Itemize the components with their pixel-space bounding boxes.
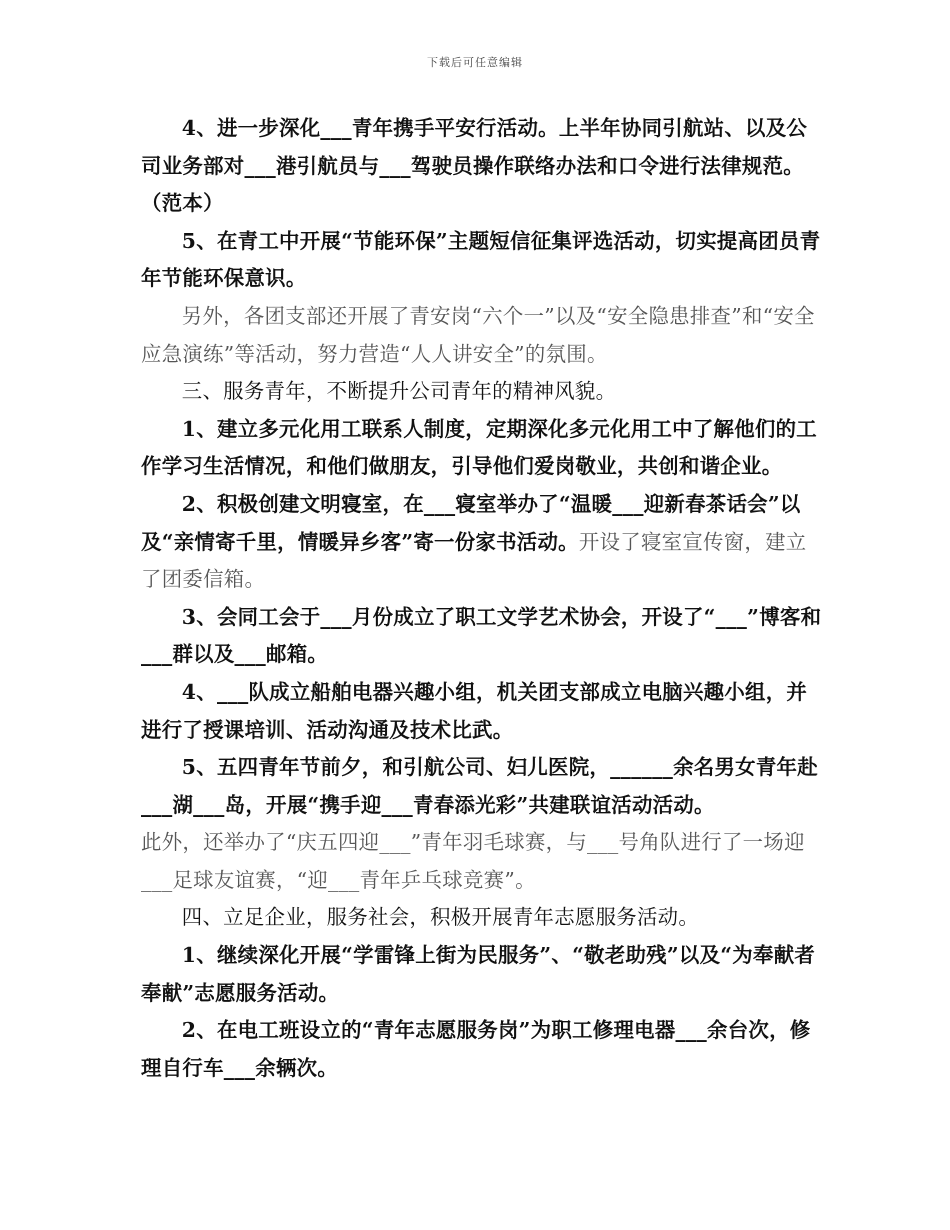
paragraph-2: 5、在青工中开展“节能环保”主题短信征集评选活动，切实提高团员青年节能环保意识。 xyxy=(141,228,821,291)
page-header: 下载后可任意编辑 xyxy=(427,56,523,69)
paragraph-6-tail: 开设了寝室宣传窗，建立了团委信箱。 xyxy=(141,529,807,592)
document-body xyxy=(141,110,823,1087)
paragraph-5: 1、建立多元化用工联系人制度，定期深化多元化用工中了解他们的工作学习生活情况，和他们做朋友，引导他们爱岗敬业，共创和谐企业。 xyxy=(141,416,817,479)
section-heading-3: 三、服务青年，不断提升公司青年的精神风貌。 xyxy=(181,379,617,404)
paragraph-1: 4、进一步深化___青年携手平安行活动。上半年协同引航站、以及公司业务部对___港引航员与___驾驶员操作联络办法和口令进行法律规范。（范本） xyxy=(141,116,808,216)
paragraph-6 xyxy=(141,486,823,599)
paragraph-13: 2、在电工班设立的“青年志愿服务岗”为职工修理电器___余台次，修理自行车___余辆次。 xyxy=(141,1018,811,1080)
paragraph-10: 此外，还举办了“庆五四迎___”青年羽毛球赛，与___号角队进行了一场迎___足球友谊赛，“迎___青年乒乓球竞赛”。 xyxy=(141,830,805,892)
paragraph-6-main: 2、积极创建文明寝室，在___寝室举办了“温暖___迎新春茶话会”以及“亲情寄千里，情暖异乡客”寄一份家书活动。 xyxy=(141,491,801,554)
paragraph-8: 4、___队成立船舶电器兴趣小组，机关团支部成立电脑兴趣小组，并进行了授课培训、活动沟通及技术比武。 xyxy=(141,679,808,742)
paragraph-9: 5、五四青年节前夕，和引航公司、妇儿医院，______余名男女青年赴___湖___岛，开展“携手迎___青春添光彩”共建联谊活动活动。 xyxy=(141,755,818,817)
paragraph-3: 另外，各团支部还开展了青安岗“六个一”以及“安全隐患排查”和“安全应急演练”等活动，努力营造“人人讲安全”的氛围。 xyxy=(141,303,815,366)
paragraph-7: 3、会同工会于___月份成立了职工文学艺术协会，开设了“___”博客和___群以及___邮箱。 xyxy=(141,604,822,667)
section-heading-4: 四、立足企业，服务社会，积极开展青年志愿服务活动。 xyxy=(181,905,700,930)
paragraph-12: 1、继续深化开展“学雷锋上街为民服务”、“敬老助残”以及“为奉献者奉献”志愿服务活动。 xyxy=(141,943,816,1005)
